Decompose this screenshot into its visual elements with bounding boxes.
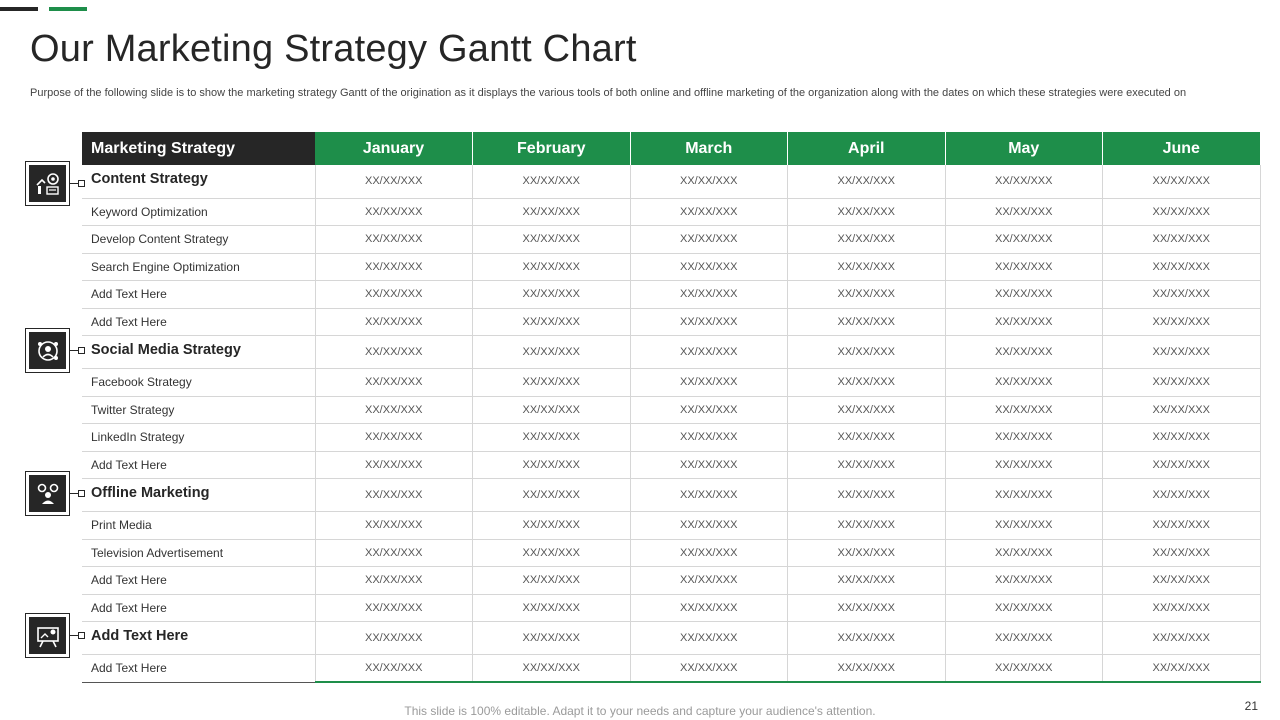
date-cell: XX/XX/XXX (945, 479, 1103, 512)
date-cell: XX/XX/XXX (473, 165, 631, 198)
date-cell: XX/XX/XXX (788, 396, 946, 424)
date-cell: XX/XX/XXX (1103, 567, 1261, 595)
date-cell: XX/XX/XXX (315, 479, 473, 512)
date-cell: XX/XX/XXX (945, 253, 1103, 281)
date-cell: XX/XX/XXX (315, 226, 473, 254)
strategy-group-label: Content Strategy (82, 165, 315, 198)
date-cell: XX/XX/XXX (788, 226, 946, 254)
strategy-group-label: Offline Marketing (82, 479, 315, 512)
strategy-item-row (82, 655, 1260, 683)
footer-note: This slide is 100% editable. Adapt it to your needs and capture your audience's attention. (404, 704, 876, 718)
connector-line (70, 635, 78, 636)
date-cell: XX/XX/XXX (630, 336, 788, 369)
date-cell: XX/XX/XXX (788, 479, 946, 512)
connector-node (78, 632, 85, 639)
table-header-row (82, 132, 1260, 165)
strategy-item-label: Add Text Here (82, 281, 315, 309)
date-cell: XX/XX/XXX (315, 512, 473, 540)
date-cell: XX/XX/XXX (788, 451, 946, 479)
date-cell: XX/XX/XXX (315, 424, 473, 452)
date-cell: XX/XX/XXX (1103, 396, 1261, 424)
column-header: June (1103, 132, 1261, 165)
date-cell: XX/XX/XXX (630, 512, 788, 540)
gantt-table (82, 132, 1261, 683)
strategy-item-row (82, 226, 1260, 254)
date-cell: XX/XX/XXX (473, 451, 631, 479)
date-cell: XX/XX/XXX (1103, 594, 1261, 622)
strategy-group-row (82, 622, 1260, 655)
page-number: 21 (1244, 699, 1258, 713)
date-cell: XX/XX/XXX (1103, 336, 1261, 369)
date-cell: XX/XX/XXX (315, 198, 473, 226)
date-cell: XX/XX/XXX (945, 336, 1103, 369)
date-cell: XX/XX/XXX (945, 308, 1103, 336)
date-cell: XX/XX/XXX (788, 622, 946, 655)
date-cell: XX/XX/XXX (945, 165, 1103, 198)
date-cell: XX/XX/XXX (788, 512, 946, 540)
date-cell: XX/XX/XXX (1103, 424, 1261, 452)
date-cell: XX/XX/XXX (945, 451, 1103, 479)
date-cell: XX/XX/XXX (630, 198, 788, 226)
connector-node (78, 490, 85, 497)
date-cell: XX/XX/XXX (788, 369, 946, 397)
date-cell: XX/XX/XXX (945, 594, 1103, 622)
date-cell: XX/XX/XXX (315, 594, 473, 622)
date-cell: XX/XX/XXX (473, 479, 631, 512)
date-cell: XX/XX/XXX (788, 594, 946, 622)
presentation-icon-box (25, 613, 70, 658)
strategy-item-row (82, 198, 1260, 226)
strategy-item-row (82, 594, 1260, 622)
date-cell: XX/XX/XXX (788, 655, 946, 683)
date-cell: XX/XX/XXX (315, 308, 473, 336)
strategy-item-row (82, 281, 1260, 309)
date-cell: XX/XX/XXX (473, 396, 631, 424)
connector-node (78, 180, 85, 187)
strategy-item-label: Television Advertisement (82, 539, 315, 567)
date-cell: XX/XX/XXX (315, 567, 473, 595)
date-cell: XX/XX/XXX (945, 539, 1103, 567)
strategy-group-label: Social Media Strategy (82, 336, 315, 369)
date-cell: XX/XX/XXX (1103, 539, 1261, 567)
date-cell: XX/XX/XXX (945, 567, 1103, 595)
strategy-item-row (82, 308, 1260, 336)
date-cell: XX/XX/XXX (630, 281, 788, 309)
date-cell: XX/XX/XXX (473, 336, 631, 369)
date-cell: XX/XX/XXX (788, 165, 946, 198)
date-cell: XX/XX/XXX (315, 336, 473, 369)
strategy-group-row (82, 165, 1260, 198)
date-cell: XX/XX/XXX (788, 424, 946, 452)
date-cell: XX/XX/XXX (630, 253, 788, 281)
date-cell: XX/XX/XXX (1103, 198, 1261, 226)
date-cell: XX/XX/XXX (473, 253, 631, 281)
date-cell: XX/XX/XXX (1103, 655, 1261, 683)
strategy-item-row (82, 512, 1260, 540)
strategy-group-row (82, 336, 1260, 369)
date-cell: XX/XX/XXX (945, 512, 1103, 540)
date-cell: XX/XX/XXX (473, 424, 631, 452)
date-cell: XX/XX/XXX (1103, 165, 1261, 198)
column-header: Marketing Strategy (82, 132, 315, 165)
date-cell: XX/XX/XXX (630, 424, 788, 452)
strategy-item-row (82, 396, 1260, 424)
date-cell: XX/XX/XXX (788, 198, 946, 226)
date-cell: XX/XX/XXX (630, 567, 788, 595)
date-cell: XX/XX/XXX (630, 655, 788, 683)
column-header: March (630, 132, 788, 165)
date-cell: XX/XX/XXX (630, 396, 788, 424)
date-cell: XX/XX/XXX (945, 226, 1103, 254)
column-header: April (788, 132, 946, 165)
date-cell: XX/XX/XXX (473, 655, 631, 683)
social-media-icon (35, 338, 61, 364)
date-cell: XX/XX/XXX (1103, 308, 1261, 336)
date-cell: XX/XX/XXX (473, 622, 631, 655)
content-strategy-icon-box (25, 161, 70, 206)
date-cell: XX/XX/XXX (630, 308, 788, 336)
date-cell: XX/XX/XXX (630, 539, 788, 567)
date-cell: XX/XX/XXX (1103, 479, 1261, 512)
connector-line (70, 350, 78, 351)
column-header: February (473, 132, 631, 165)
connector-line (70, 183, 78, 184)
date-cell: XX/XX/XXX (315, 369, 473, 397)
strategy-group-row (82, 479, 1260, 512)
offline-marketing-icon-box (25, 471, 70, 516)
date-cell: XX/XX/XXX (1103, 226, 1261, 254)
date-cell: XX/XX/XXX (630, 479, 788, 512)
date-cell: XX/XX/XXX (315, 281, 473, 309)
strategy-item-row (82, 369, 1260, 397)
accent-bar-dark (0, 7, 38, 11)
date-cell: XX/XX/XXX (473, 539, 631, 567)
date-cell: XX/XX/XXX (630, 451, 788, 479)
strategy-item-label: Add Text Here (82, 451, 315, 479)
date-cell: XX/XX/XXX (630, 226, 788, 254)
date-cell: XX/XX/XXX (945, 424, 1103, 452)
date-cell: XX/XX/XXX (473, 369, 631, 397)
strategy-item-row (82, 539, 1260, 567)
column-header: May (945, 132, 1103, 165)
strategy-item-label: Keyword Optimization (82, 198, 315, 226)
date-cell: XX/XX/XXX (315, 539, 473, 567)
date-cell: XX/XX/XXX (945, 369, 1103, 397)
accent-bar-green (49, 7, 87, 11)
date-cell: XX/XX/XXX (788, 539, 946, 567)
date-cell: XX/XX/XXX (1103, 369, 1261, 397)
date-cell: XX/XX/XXX (315, 655, 473, 683)
strategy-item-label: Search Engine Optimization (82, 253, 315, 281)
date-cell: XX/XX/XXX (473, 308, 631, 336)
strategy-item-label: Print Media (82, 512, 315, 540)
date-cell: XX/XX/XXX (473, 226, 631, 254)
date-cell: XX/XX/XXX (630, 594, 788, 622)
date-cell: XX/XX/XXX (788, 308, 946, 336)
date-cell: XX/XX/XXX (945, 655, 1103, 683)
presentation-icon (35, 623, 61, 649)
content-strategy-icon (35, 171, 61, 197)
date-cell: XX/XX/XXX (788, 253, 946, 281)
strategy-item-label: Add Text Here (82, 655, 315, 683)
strategy-item-row (82, 424, 1260, 452)
date-cell: XX/XX/XXX (1103, 622, 1261, 655)
date-cell: XX/XX/XXX (945, 396, 1103, 424)
connector-line (70, 493, 78, 494)
strategy-item-label: Add Text Here (82, 308, 315, 336)
strategy-item-label: Add Text Here (82, 567, 315, 595)
table-body (82, 165, 1260, 682)
strategy-item-label: Twitter Strategy (82, 396, 315, 424)
strategy-item-row (82, 253, 1260, 281)
date-cell: XX/XX/XXX (1103, 281, 1261, 309)
strategy-item-label: LinkedIn Strategy (82, 424, 315, 452)
strategy-item-row (82, 451, 1260, 479)
date-cell: XX/XX/XXX (945, 281, 1103, 309)
strategy-group-label: Add Text Here (82, 622, 315, 655)
page-subtitle: Purpose of the following slide is to show the marketing strategy Gantt of the origination as it displays the various tools of both online and offline marketing of the organization along with the dates on which these strategies were executed on (30, 87, 1187, 99)
strategy-item-row (82, 567, 1260, 595)
date-cell: XX/XX/XXX (473, 512, 631, 540)
date-cell: XX/XX/XXX (315, 253, 473, 281)
strategy-item-label: Develop Content Strategy (82, 226, 315, 254)
date-cell: XX/XX/XXX (630, 369, 788, 397)
date-cell: XX/XX/XXX (1103, 253, 1261, 281)
date-cell: XX/XX/XXX (945, 198, 1103, 226)
date-cell: XX/XX/XXX (630, 165, 788, 198)
column-header: January (315, 132, 473, 165)
date-cell: XX/XX/XXX (315, 622, 473, 655)
date-cell: XX/XX/XXX (788, 567, 946, 595)
date-cell: XX/XX/XXX (473, 594, 631, 622)
date-cell: XX/XX/XXX (788, 281, 946, 309)
date-cell: XX/XX/XXX (1103, 512, 1261, 540)
social-media-icon-box (25, 328, 70, 373)
date-cell: XX/XX/XXX (1103, 451, 1261, 479)
page-title: Our Marketing Strategy Gantt Chart (30, 28, 637, 70)
strategy-item-label: Facebook Strategy (82, 369, 315, 397)
strategy-item-label: Add Text Here (82, 594, 315, 622)
date-cell: XX/XX/XXX (630, 622, 788, 655)
offline-marketing-icon (35, 481, 61, 507)
date-cell: XX/XX/XXX (473, 567, 631, 595)
date-cell: XX/XX/XXX (473, 281, 631, 309)
connector-node (78, 347, 85, 354)
date-cell: XX/XX/XXX (315, 165, 473, 198)
date-cell: XX/XX/XXX (473, 198, 631, 226)
date-cell: XX/XX/XXX (788, 336, 946, 369)
date-cell: XX/XX/XXX (315, 396, 473, 424)
date-cell: XX/XX/XXX (315, 451, 473, 479)
date-cell: XX/XX/XXX (945, 622, 1103, 655)
